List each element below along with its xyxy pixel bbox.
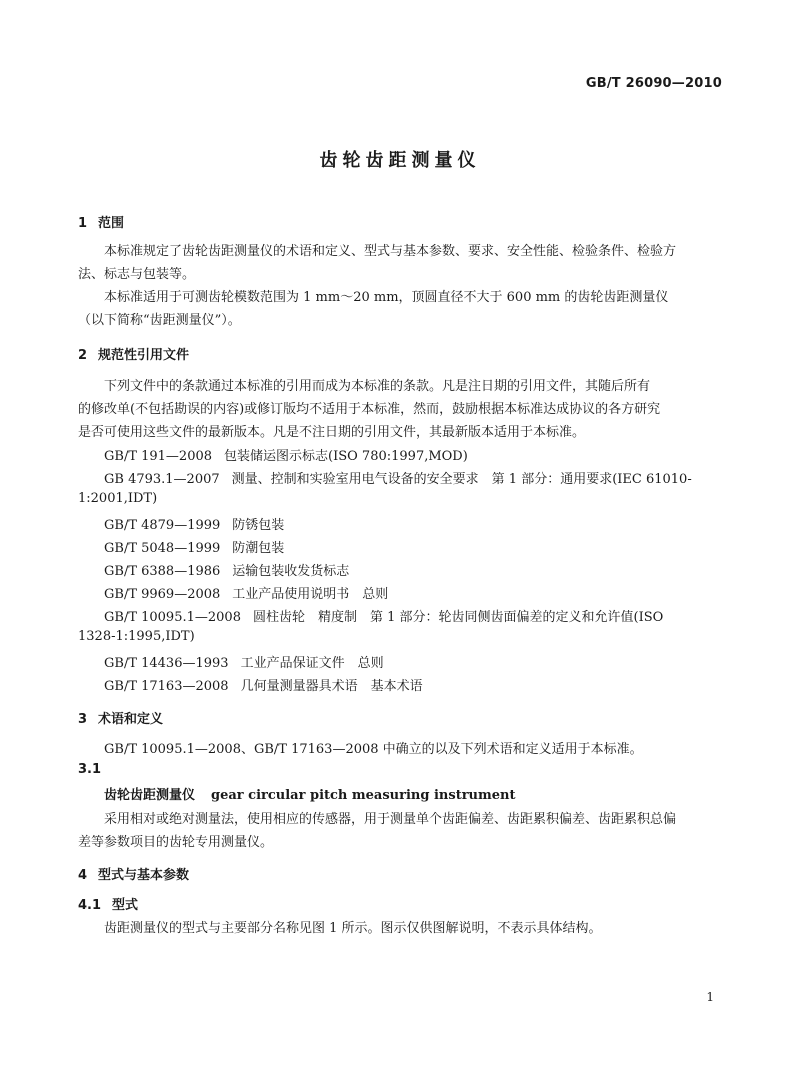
subsection-3-1-number: 3.1: [78, 762, 102, 777]
reference-item: GB/T 5048—1999 防潮包装: [104, 541, 285, 556]
section-2-heading: 2 规范性引用文件: [78, 348, 190, 363]
section-1-heading: 1 范围: [78, 216, 125, 231]
section-1-para-2-line-1: 本标准适用于可测齿轮模数范围为 1 mm～20 mm，顶圆直径不大于 600 mm 的齿轮齿距测量仪: [104, 290, 669, 305]
reference-item: GB/T 4879—1999 防锈包装: [104, 518, 285, 533]
term-chinese: 齿轮齿距测量仪: [104, 788, 196, 803]
reference-item: GB/T 10095.1—2008 圆柱齿轮 精度制 第 1 部分：轮齿同侧齿面偏差的定义和允许值(ISO: [104, 610, 664, 625]
section-2-intro-line-1: 下列文件中的条款通过本标准的引用而成为本标准的条款。凡是注日期的引用文件，其随后所有: [104, 379, 651, 394]
term-english: gear circular pitch measuring instrument: [211, 788, 516, 803]
reference-item: GB/T 6388—1986 运输包装收发货标志: [104, 564, 350, 579]
reference-item: GB/T 9969—2008 工业产品使用说明书 总则: [104, 587, 389, 602]
section-2-intro-line-3: 是否可使用这些文件的最新版本。凡是不注日期的引用文件，其最新版本适用于本标准。: [78, 425, 586, 440]
page-number: 1: [706, 990, 714, 1004]
document-title: 齿轮齿距测量仪: [319, 150, 481, 171]
reference-item: GB/T 191—2008 包装储运图示标志(ISO 780:1997,MOD): [104, 449, 468, 464]
reference-item-continuation: 1328-1:1995,IDT): [78, 629, 195, 644]
section-1-para-1-line-2: 法、标志与包装等。: [78, 267, 196, 282]
standard-code: GB/T 26090—2010: [585, 76, 722, 91]
term-entry: [104, 784, 515, 803]
section-4-heading: 4 型式与基本参数: [78, 868, 190, 883]
section-4-1-text: 齿距测量仪的型式与主要部分名称见图 1 所示。图示仅供图解说明，不表示具体结构。: [104, 921, 602, 936]
section-1-para-1-line-1: 本标准规定了齿轮齿距测量仪的术语和定义、型式与基本参数、要求、安全性能、检验条件、检验方: [104, 244, 677, 259]
section-1-para-2-line-2: （以下简称“齿距测量仪”）。: [78, 313, 241, 328]
section-3-intro: GB/T 10095.1—2008、GB/T 17163—2008 中确立的以及下列术语和定义适用于本标准。: [104, 742, 643, 757]
term-definition-line-2: 差等参数项目的齿轮专用测量仪。: [78, 835, 274, 850]
reference-item: GB/T 14436—1993 工业产品保证文件 总则: [104, 656, 384, 671]
section-3-heading: 3 术语和定义: [78, 712, 164, 727]
subsection-4-1-heading: 4.1 型式: [78, 898, 139, 913]
reference-item-continuation: 1:2001,IDT): [78, 491, 158, 506]
reference-item: GB 4793.1—2007 测量、控制和实验室用电气设备的安全要求 第 1 部分：通用要求(IEC 61010-: [104, 472, 692, 487]
section-2-intro-line-2: 的修改单(不包括勘误的内容)或修订版均不适用于本标准，然而，鼓励根据本标准达成协议的各方研究: [78, 402, 661, 417]
term-definition-line-1: 采用相对或绝对测量法，使用相应的传感器，用于测量单个齿距偏差、齿距累积偏差、齿距累积总偏: [104, 812, 677, 827]
reference-item: GB/T 17163—2008 几何量测量器具术语 基本术语: [104, 679, 423, 694]
